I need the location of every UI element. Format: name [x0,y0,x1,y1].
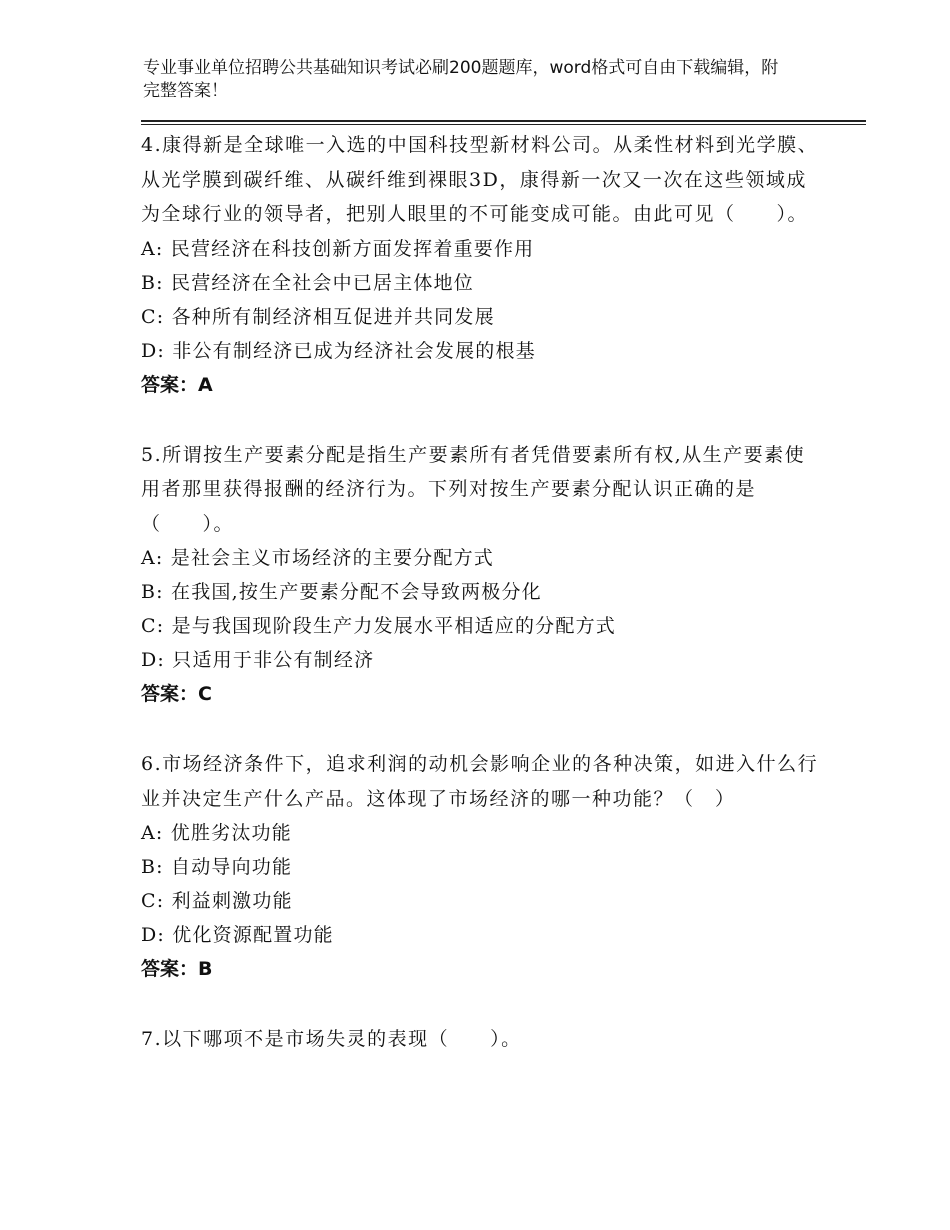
option-d: D: 非公有制经济已成为经济社会发展的根基 [141,339,536,362]
option-c: C: 是与我国现阶段生产力发展水平相适应的分配方式 [141,615,616,637]
answer-label: 答案：C [141,683,212,705]
option-b: B: 民营经济在全社会中已居主体地位 [141,271,475,294]
option-a: A: 优胜劣汰功能 [141,822,292,844]
question-text: 5.所谓按生产要素分配是指生产要素所有者凭借要素所有权,从生产要素使用者那里获得报酬的经济行为。下列对按生产要素分配认识正确的是（ ）。 [141,443,806,535]
question-text: 4.康得新是全球唯一入选的中国科技型新材料公司。从柔性材料到光学膜、从光学膜到碳纤维、从碳纤维到裸眼3D，康得新一次又一次在这些领域成为全球行业的领导者，把别人眼里的不可能变成可能。由此可见（ ）。 [141,134,819,225]
answer-label: 答案：A [141,373,213,396]
header-rule-thin [141,124,866,125]
header-rule-thick [141,120,866,122]
question-text: 7.以下哪项不是市场失灵的表现（ ）。 [141,1028,522,1050]
answer-label: 答案：B [141,958,213,980]
question-7 [141,1022,821,1057]
document-header: 专业事业单位招聘公共基础知识考试必刷200题题库，word格式可自由下载编辑，附完整答案！ [143,58,779,101]
question-4 [141,128,821,402]
option-c: C: 各种所有制经济相互促进并共同发展 [141,305,495,328]
question-6 [141,747,821,986]
option-d: D: 优化资源配置功能 [141,924,334,946]
option-b: B: 在我国,按生产要素分配不会导致两极分化 [141,581,542,603]
question-5 [141,438,821,712]
question-list [141,128,821,1057]
option-a: A: 是社会主义市场经济的主要分配方式 [141,547,494,569]
option-d: D: 只适用于非公有制经济 [141,649,375,671]
option-c: C: 利益刺激功能 [141,890,293,912]
question-text: 6.市场经济条件下，追求利润的动机会影响企业的各种决策，如进入什么行业并决定生产什么产品。这体现了市场经济的哪一种功能？（ ） [141,753,819,810]
option-a: A: 民营经济在科技创新方面发挥着重要作用 [141,237,535,260]
option-b: B: 自动导向功能 [141,856,293,878]
